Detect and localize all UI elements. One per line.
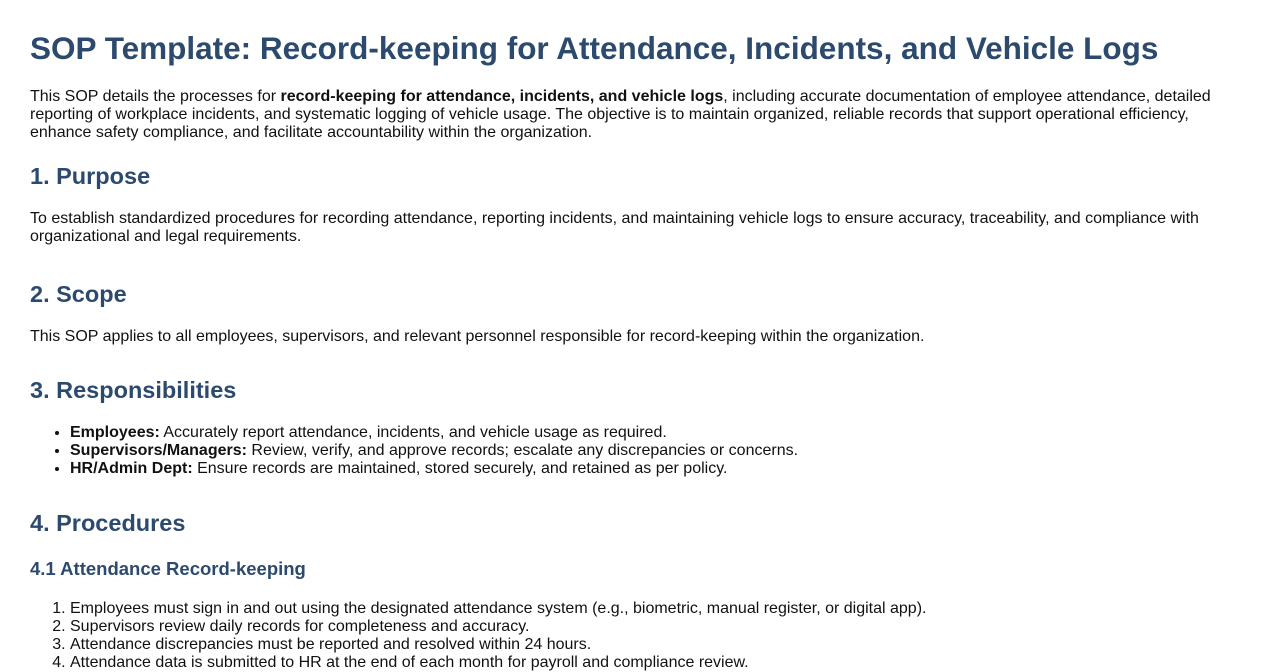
purpose-text: To establish standardized procedures for recording attendance, reporting incidents, and maintaining vehicle logs to ensure accuracy, traceability, and compliance with organizational and legal requirements. [30,210,1199,245]
responsibilities-list [30,424,1233,478]
role-description: Accurately report attendance, incidents, and vehicle usage as required. [159,424,667,441]
intro-paragraph [30,88,1233,142]
list-item [70,424,1233,442]
intro-bold: record-keeping for attendance, incidents, and vehicle logs [280,88,724,105]
list-item: 4. Attendance data is submitted to HR at the end of each month for payroll and compliance review. [70,654,1233,672]
role-label: HR/Admin Dept: [70,460,193,477]
attendance-heading: 4.1 Attendance Record-keeping [30,558,306,579]
page-title: SOP Template: Record-keeping for Attendance, Incidents, and Vehicle Logs [30,30,1159,66]
role-description: Ensure records are maintained, stored securely, and retained as per policy. [192,460,728,477]
list-item [70,460,1233,478]
list-item: 2. Supervisors review daily records for completeness and accuracy. [70,618,1233,636]
list-item [70,442,1233,460]
procedures-heading: 4. Procedures [30,510,186,536]
responsibilities-heading: 3. Responsibilities [30,377,237,403]
intro-prefix: This SOP details the processes for [30,88,281,105]
role-label: Supervisors/Managers: [70,442,247,459]
list-item: 3. Attendance discrepancies must be reported and resolved within 24 hours. [70,636,1233,654]
scope-text: This SOP applies to all employees, supervisors, and relevant personnel responsible for record-keeping within the organization. [30,328,925,345]
intro-suffix: , including accurate documentation of employee attendance, detailed reporting of workplace incidents, and systematic logging of vehicle usage. The objective is to maintain organized, reliable records that support operational efficiency, enhance safety compliance, and facilitate accountability within the organization. [30,88,1211,141]
scope-heading: 2. Scope [30,281,127,307]
role-description: Review, verify, and approve records; escalate any discrepancies or concerns. [246,442,799,459]
list-item: 1. Employees must sign in and out using the designated attendance system (e.g., biometric, manual register, or digital app). [70,600,1233,618]
role-label: Employees: [70,424,160,441]
attendance-steps-list [30,600,1233,672]
purpose-heading: 1. Purpose [30,163,151,189]
